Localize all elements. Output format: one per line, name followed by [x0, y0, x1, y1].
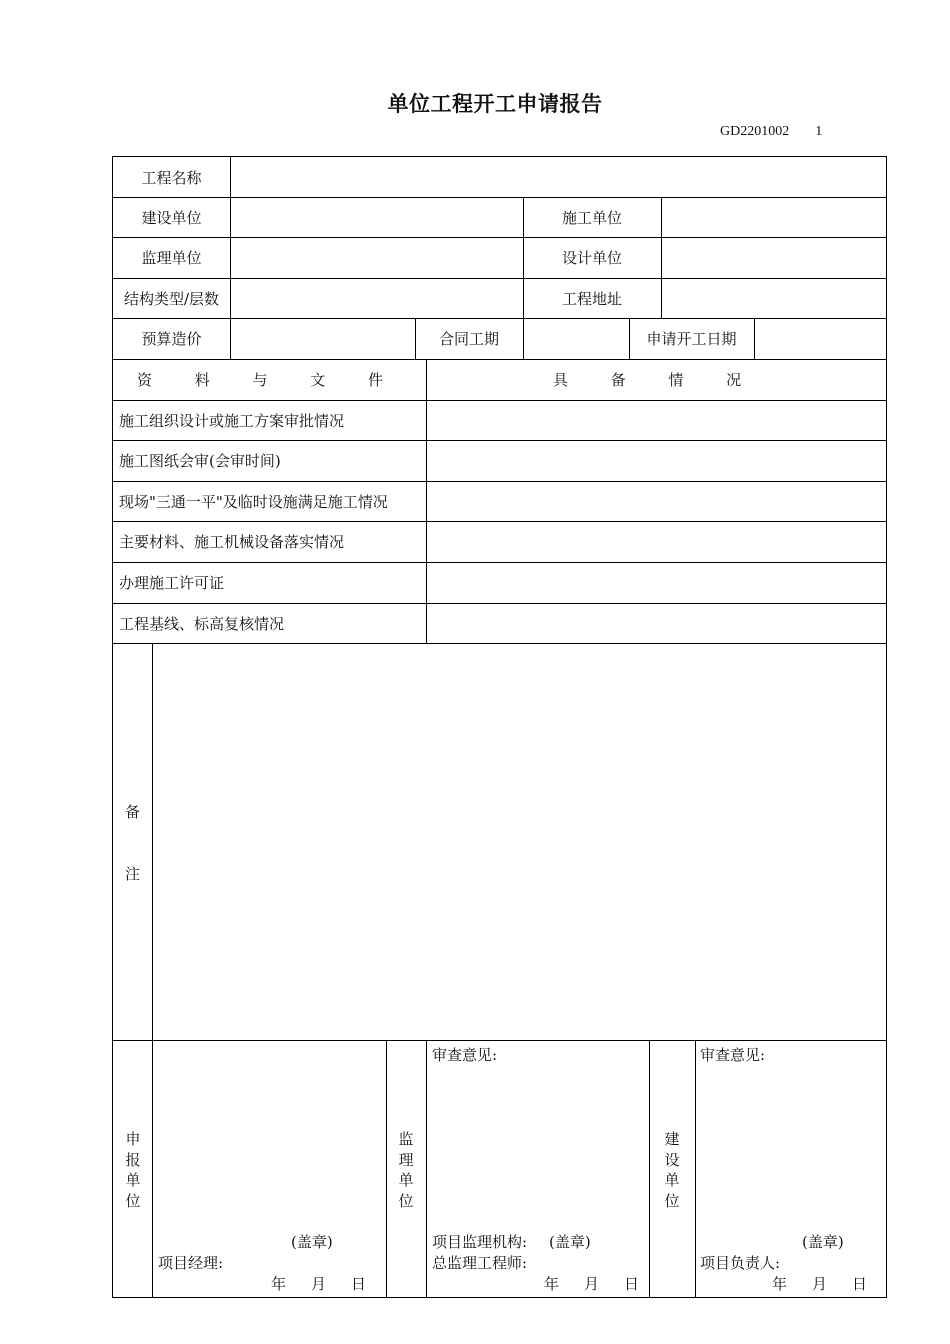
form-code-number: GD2201002 [720, 124, 790, 139]
project-manager-label: 项目经理: [158, 1254, 224, 1272]
supervisor-seal: (盖章) [549, 1233, 591, 1251]
checklist-item: 主要材料、施工机械设备落实情况 [119, 533, 345, 551]
owner-seal: (盖章) [802, 1233, 844, 1251]
checklist-item: 施工图纸会审(会审时间) [119, 452, 281, 470]
checklist-item: 工程基线、标高复核情况 [119, 615, 285, 633]
checklist-item: 施工组织设计或施工方案审批情况 [119, 412, 345, 430]
apply-start-date-label: 申请开工日期 [646, 330, 737, 348]
status-header: 具 备 情 况 [552, 371, 761, 389]
owner-label: 建设单位 [664, 1130, 680, 1210]
contractor-field[interactable] [662, 198, 885, 236]
project-lead-label: 项目负责人: [700, 1254, 781, 1272]
budget-cost-field[interactable] [231, 319, 414, 358]
construction-owner-label: 建设单位 [141, 209, 202, 227]
owner-date-day: 日 [852, 1275, 868, 1293]
documents-header: 资 料 与 文 件 [136, 371, 403, 389]
form-code [720, 124, 822, 140]
supervisor-date-month: 月 [584, 1275, 600, 1293]
apply-start-date-field[interactable] [755, 319, 885, 358]
owner-date-year: 年 [772, 1275, 788, 1293]
status-field[interactable] [427, 401, 885, 439]
status-field[interactable] [427, 563, 885, 602]
budget-cost-label: 预算造价 [141, 330, 202, 348]
remarks-label-1: 备 [124, 803, 140, 821]
remarks-label-2: 注 [124, 865, 140, 883]
status-field[interactable] [427, 482, 885, 520]
contract-period-field[interactable] [524, 319, 628, 358]
applicant-date-year: 年 [271, 1275, 287, 1293]
project-address-label: 工程地址 [561, 290, 622, 308]
applicant-date-month: 月 [311, 1275, 327, 1293]
form-table [112, 156, 887, 1298]
chief-supervisor-label: 总监理工程师: [432, 1254, 528, 1272]
owner-date-month: 月 [812, 1275, 828, 1293]
page-title: 单位工程开工申请报告 [387, 92, 603, 116]
structure-floors-label: 结构类型/层数 [123, 290, 220, 308]
structure-floors-field[interactable] [231, 279, 522, 317]
supervisor-date-year: 年 [544, 1275, 560, 1293]
supervisor-field[interactable] [231, 238, 522, 277]
remarks-field[interactable] [153, 644, 885, 1039]
contract-period-label: 合同工期 [438, 330, 499, 348]
contractor-label: 施工单位 [561, 209, 622, 227]
supervisor-review-opinion: 审查意见: [432, 1046, 498, 1064]
status-field[interactable] [427, 522, 885, 561]
applicant-date-day: 日 [351, 1275, 367, 1293]
applicant-label: 申报单位 [125, 1130, 141, 1210]
supervisor-date-day: 日 [624, 1275, 640, 1293]
project-address-field[interactable] [662, 279, 885, 317]
construction-owner-field[interactable] [231, 198, 522, 236]
supervisor-label: 监理单位 [141, 249, 202, 267]
checklist-item: 办理施工许可证 [119, 574, 225, 592]
checklist-item: 现场"三通一平"及临时设施满足施工情况 [119, 493, 388, 511]
status-field[interactable] [427, 441, 885, 480]
page-number: 1 [815, 124, 823, 139]
applicant-seal: (盖章) [291, 1233, 333, 1251]
owner-review-opinion: 审查意见: [700, 1046, 766, 1064]
designer-label: 设计单位 [561, 249, 622, 267]
project-name-field[interactable] [231, 158, 885, 196]
supervisor-unit-label: 监理单位 [398, 1130, 414, 1210]
status-field[interactable] [427, 604, 885, 642]
designer-field[interactable] [662, 238, 885, 277]
project-name-label: 工程名称 [141, 169, 202, 187]
supervision-org-label: 项目监理机构: [432, 1233, 528, 1251]
